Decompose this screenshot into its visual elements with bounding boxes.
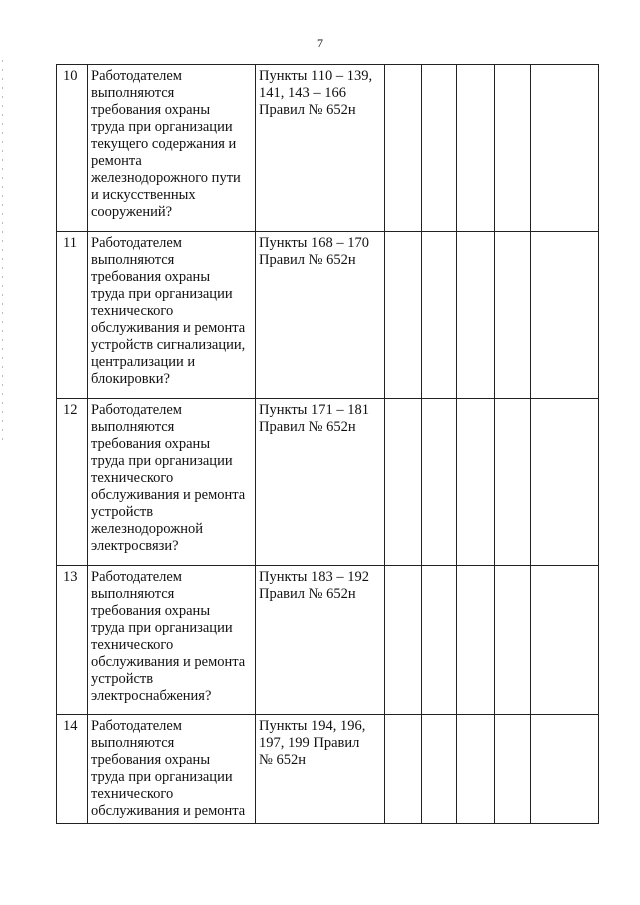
answer-extra-cell[interactable] — [495, 566, 531, 715]
table-row — [57, 399, 599, 566]
answer-na-cell[interactable] — [457, 715, 495, 824]
answer-no-cell[interactable] — [422, 65, 457, 232]
page-number: 7 — [317, 36, 323, 50]
note-cell[interactable] — [531, 232, 599, 399]
scan-edge-mark — [2, 60, 3, 440]
answer-no-cell[interactable] — [422, 399, 457, 566]
table-row — [57, 232, 599, 399]
row-number: 10 — [57, 65, 88, 232]
answer-na-cell[interactable] — [457, 566, 495, 715]
question-cell: Работодателем выполняются требования охраны труда при организации технического обслуживания и ремонта — [88, 715, 256, 824]
question-cell: Работодателем выполняются требования охраны труда при организации технического обслуживания и ремонта устройств железнодорожной электросвязи? — [88, 399, 256, 566]
question-cell: Работодателем выполняются требования охраны труда при организации технического обслуживания и ремонта устройств электроснабжения? — [88, 566, 256, 715]
question-cell: Работодателем выполняются требования охраны труда при организации технического обслуживания и ремонта устройств сигнализации, централизации и блокировки? — [88, 232, 256, 399]
row-number: 14 — [57, 715, 88, 824]
note-cell[interactable] — [531, 65, 599, 232]
answer-yes-cell[interactable] — [385, 232, 422, 399]
answer-yes-cell[interactable] — [385, 566, 422, 715]
answer-extra-cell[interactable] — [495, 715, 531, 824]
row-number: 12 — [57, 399, 88, 566]
answer-na-cell[interactable] — [457, 232, 495, 399]
answer-na-cell[interactable] — [457, 399, 495, 566]
table-row — [57, 566, 599, 715]
row-number: 11 — [57, 232, 88, 399]
answer-no-cell[interactable] — [422, 232, 457, 399]
answer-no-cell[interactable] — [422, 566, 457, 715]
answer-extra-cell[interactable] — [495, 399, 531, 566]
note-cell[interactable] — [531, 566, 599, 715]
table-row — [57, 65, 599, 232]
reference-cell: Пункты 183 – 192 Правил № 652н — [256, 566, 385, 715]
reference-cell: Пункты 194, 196, 197, 199 Правил № 652н — [256, 715, 385, 824]
checklist-table — [56, 64, 599, 824]
answer-yes-cell[interactable] — [385, 399, 422, 566]
answer-extra-cell[interactable] — [495, 232, 531, 399]
reference-cell: Пункты 171 – 181 Правил № 652н — [256, 399, 385, 566]
question-cell: Работодателем выполняются требования охраны труда при организации текущего содержания и ремонта железнодорожного пути и искусственных сооружений? — [88, 65, 256, 232]
table-row — [57, 715, 599, 824]
note-cell[interactable] — [531, 399, 599, 566]
answer-extra-cell[interactable] — [495, 65, 531, 232]
reference-cell: Пункты 110 – 139, 141, 143 – 166 Правил № 652н — [256, 65, 385, 232]
reference-cell: Пункты 168 – 170 Правил № 652н — [256, 232, 385, 399]
answer-yes-cell[interactable] — [385, 715, 422, 824]
note-cell[interactable] — [531, 715, 599, 824]
answer-no-cell[interactable] — [422, 715, 457, 824]
answer-yes-cell[interactable] — [385, 65, 422, 232]
answer-na-cell[interactable] — [457, 65, 495, 232]
row-number: 13 — [57, 566, 88, 715]
